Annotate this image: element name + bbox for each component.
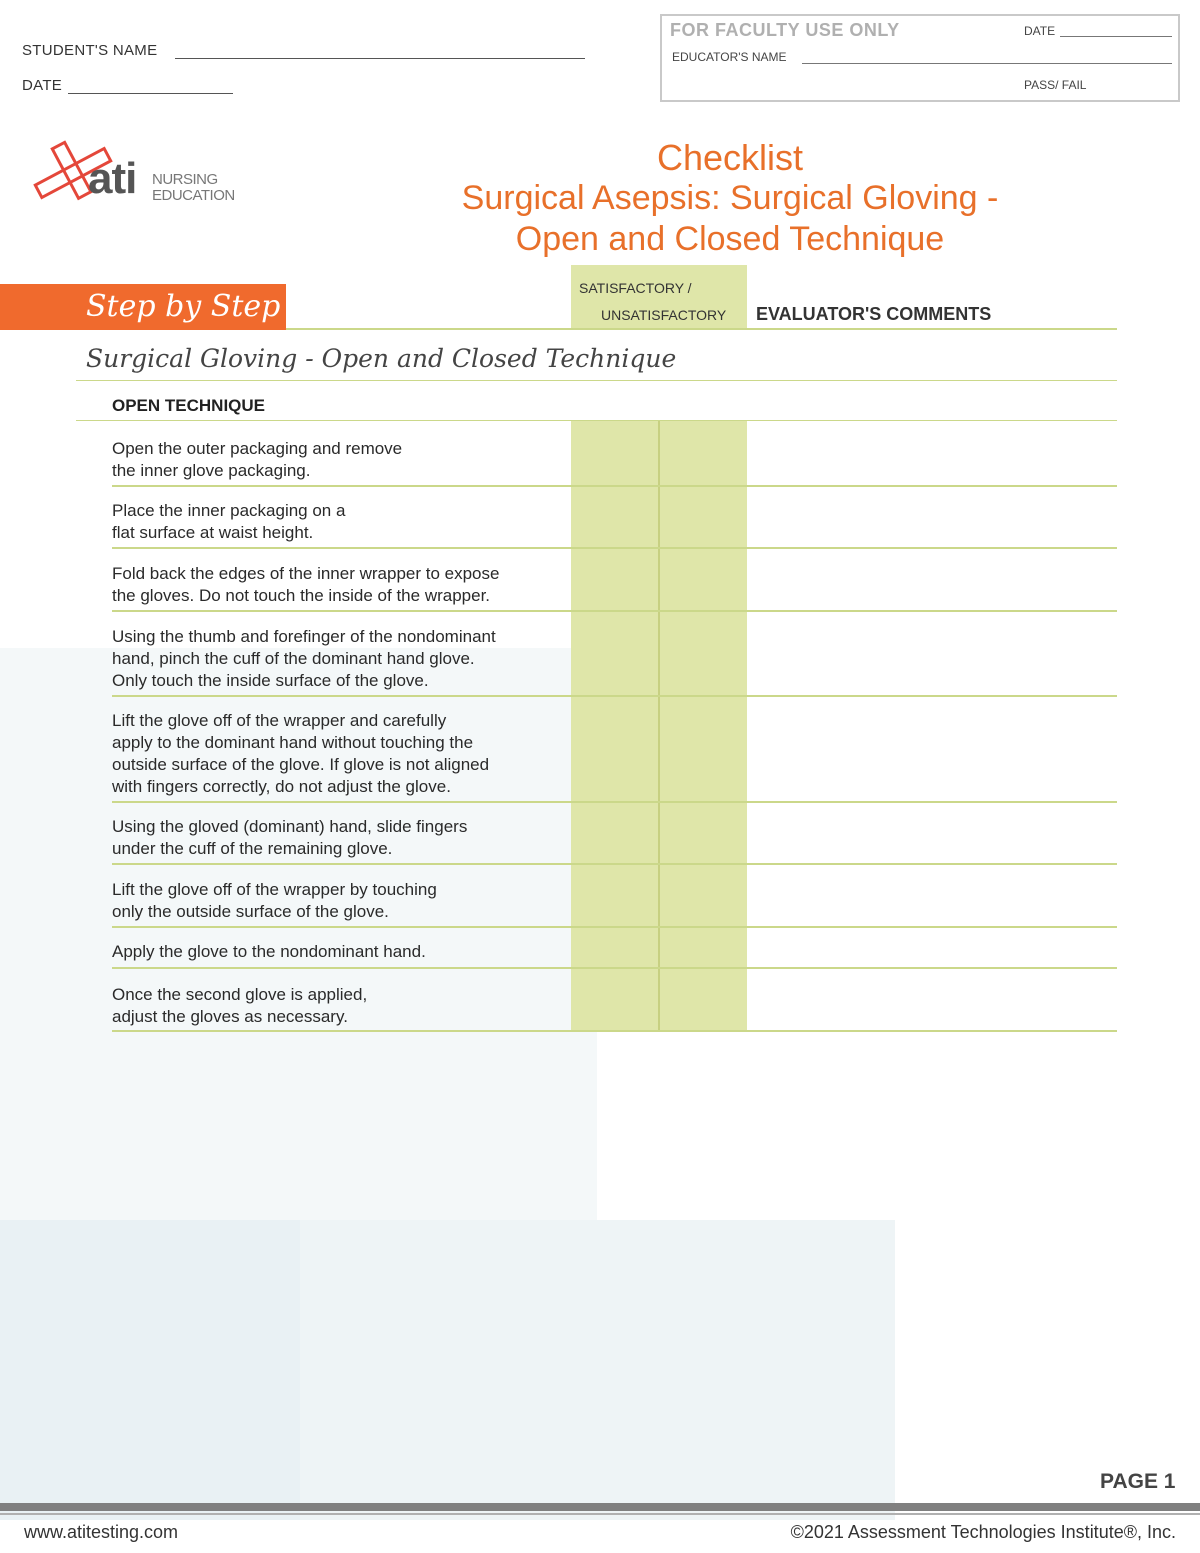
- step-item: [112, 941, 572, 963]
- step-text-line: the gloves. Do not touch the inside of the wrapper.: [112, 586, 491, 605]
- logo-line1: NURSING: [152, 171, 218, 188]
- faculty-box: [660, 14, 1180, 102]
- step-text-line: Once the second glove is applied,: [112, 985, 368, 1004]
- pass-fail-label: PASS/ FAIL: [1024, 78, 1087, 92]
- footer-rule: [0, 1513, 1200, 1515]
- step-text-line: outside surface of the glove. If glove is not aligned: [112, 755, 490, 774]
- step-item: [112, 438, 572, 482]
- step-by-step-label: Step by Step: [86, 289, 281, 324]
- faculty-title: FOR FACULTY USE ONLY: [670, 20, 900, 40]
- satisfactory-cell[interactable]: [571, 695, 658, 801]
- step-item: [112, 879, 572, 923]
- step-item: [112, 816, 572, 860]
- step-text-line: Place the inner packaging on a: [112, 501, 346, 520]
- open-technique-heading: OPEN TECHNIQUE: [112, 396, 266, 415]
- student-name-field[interactable]: [175, 58, 585, 59]
- step-text-line: the inner glove packaging.: [112, 461, 311, 480]
- satisfactory-cell[interactable]: [571, 421, 658, 485]
- unsatisfactory-cell[interactable]: [660, 926, 747, 967]
- unsatisfactory-cell[interactable]: [660, 610, 747, 695]
- faculty-date-label: DATE: [1024, 24, 1056, 38]
- satisfactory-cell[interactable]: [571, 863, 658, 926]
- footer-copyright: ©2021 Assessment Technologies Institute®, Inc.: [790, 1522, 1176, 1542]
- header-rule: [286, 328, 1117, 330]
- satisfactory-cell[interactable]: [571, 610, 658, 695]
- step-text-line: Using the thumb and forefinger of the nondominant: [112, 627, 496, 646]
- comments-cell[interactable]: [748, 421, 1117, 485]
- section-title: Surgical Gloving - Open and Closed Technique: [86, 344, 677, 373]
- comments-cell[interactable]: [748, 695, 1117, 801]
- background-panel: [0, 1220, 300, 1520]
- step-item: [112, 500, 572, 544]
- sat-header-line2: UNSATISFACTORY: [601, 307, 727, 323]
- comments-cell[interactable]: [748, 967, 1117, 1030]
- step-item: [112, 626, 572, 692]
- logo-line2: EDUCATION: [152, 187, 235, 204]
- unsatisfactory-cell[interactable]: [660, 421, 747, 485]
- doc-title: Checklist: [656, 137, 804, 178]
- step-text-line: Apply the glove to the nondominant hand.: [112, 942, 426, 961]
- comments-cell[interactable]: [748, 610, 1117, 695]
- step-text-line: only the outside surface of the glove.: [112, 902, 389, 921]
- doc-title-line2: Surgical Asepsis: Surgical Gloving -: [461, 179, 999, 217]
- sat-header-line1: SATISFACTORY /: [579, 280, 692, 296]
- satisfactory-cell[interactable]: [571, 967, 658, 1030]
- date-label: DATE: [22, 77, 63, 94]
- comments-cell[interactable]: [748, 801, 1117, 863]
- step-text-line: Lift the glove off of the wrapper by touching: [112, 880, 437, 899]
- date-field[interactable]: [68, 93, 233, 94]
- satisfactory-cell[interactable]: [571, 547, 658, 610]
- logo-mark: ati: [88, 154, 137, 203]
- page-number: PAGE 1: [1100, 1470, 1176, 1493]
- step-text-line: flat surface at waist height.: [112, 523, 314, 542]
- step-text-line: Using the gloved (dominant) hand, slide fingers: [112, 817, 468, 836]
- row-rule: [112, 1030, 1117, 1032]
- section-rule: [76, 380, 1117, 381]
- background-panel: [300, 1220, 895, 1520]
- step-text-line: Only touch the inside surface of the glove.: [112, 671, 429, 690]
- comments-cell[interactable]: [748, 863, 1117, 926]
- comments-cell[interactable]: [748, 926, 1117, 967]
- student-name-label: STUDENT'S NAME: [22, 42, 158, 59]
- unsatisfactory-cell[interactable]: [660, 485, 747, 547]
- educator-name-field[interactable]: [802, 63, 1172, 64]
- footer-bar: [0, 1503, 1200, 1511]
- step-text-line: under the cuff of the remaining glove.: [112, 839, 393, 858]
- satisfactory-cell[interactable]: [571, 485, 658, 547]
- step-text-line: adjust the gloves as necessary.: [112, 1007, 348, 1026]
- step-text-line: apply to the dominant hand without touching the: [112, 733, 474, 752]
- comments-cell[interactable]: [748, 485, 1117, 547]
- step-text-line: with fingers correctly, do not adjust the glove.: [112, 777, 451, 796]
- unsatisfactory-cell[interactable]: [660, 695, 747, 801]
- faculty-date-field[interactable]: [1060, 36, 1172, 37]
- step-text-line: hand, pinch the cuff of the dominant hand glove.: [112, 649, 475, 668]
- step-item: [112, 710, 572, 798]
- unsatisfactory-cell[interactable]: [660, 801, 747, 863]
- doc-title-line3: Open and Closed Technique: [515, 220, 945, 258]
- evaluator-comments-header: EVALUATOR'S COMMENTS: [756, 304, 992, 324]
- unsatisfactory-cell[interactable]: [660, 547, 747, 610]
- step-item: [112, 563, 572, 607]
- satisfactory-cell[interactable]: [571, 801, 658, 863]
- unsatisfactory-cell[interactable]: [660, 863, 747, 926]
- satisfactory-cell[interactable]: [571, 926, 658, 967]
- step-item: [112, 984, 572, 1028]
- unsatisfactory-cell[interactable]: [660, 967, 747, 1030]
- step-text-line: Fold back the edges of the inner wrapper to expose: [112, 564, 500, 583]
- footer-url[interactable]: www.atitesting.com: [24, 1522, 179, 1542]
- ati-logo: [28, 138, 248, 208]
- step-text-line: Open the outer packaging and remove: [112, 439, 403, 458]
- step-text-line: Lift the glove off of the wrapper and carefully: [112, 711, 447, 730]
- educator-name-label: EDUCATOR'S NAME: [672, 50, 787, 64]
- comments-cell[interactable]: [748, 547, 1117, 610]
